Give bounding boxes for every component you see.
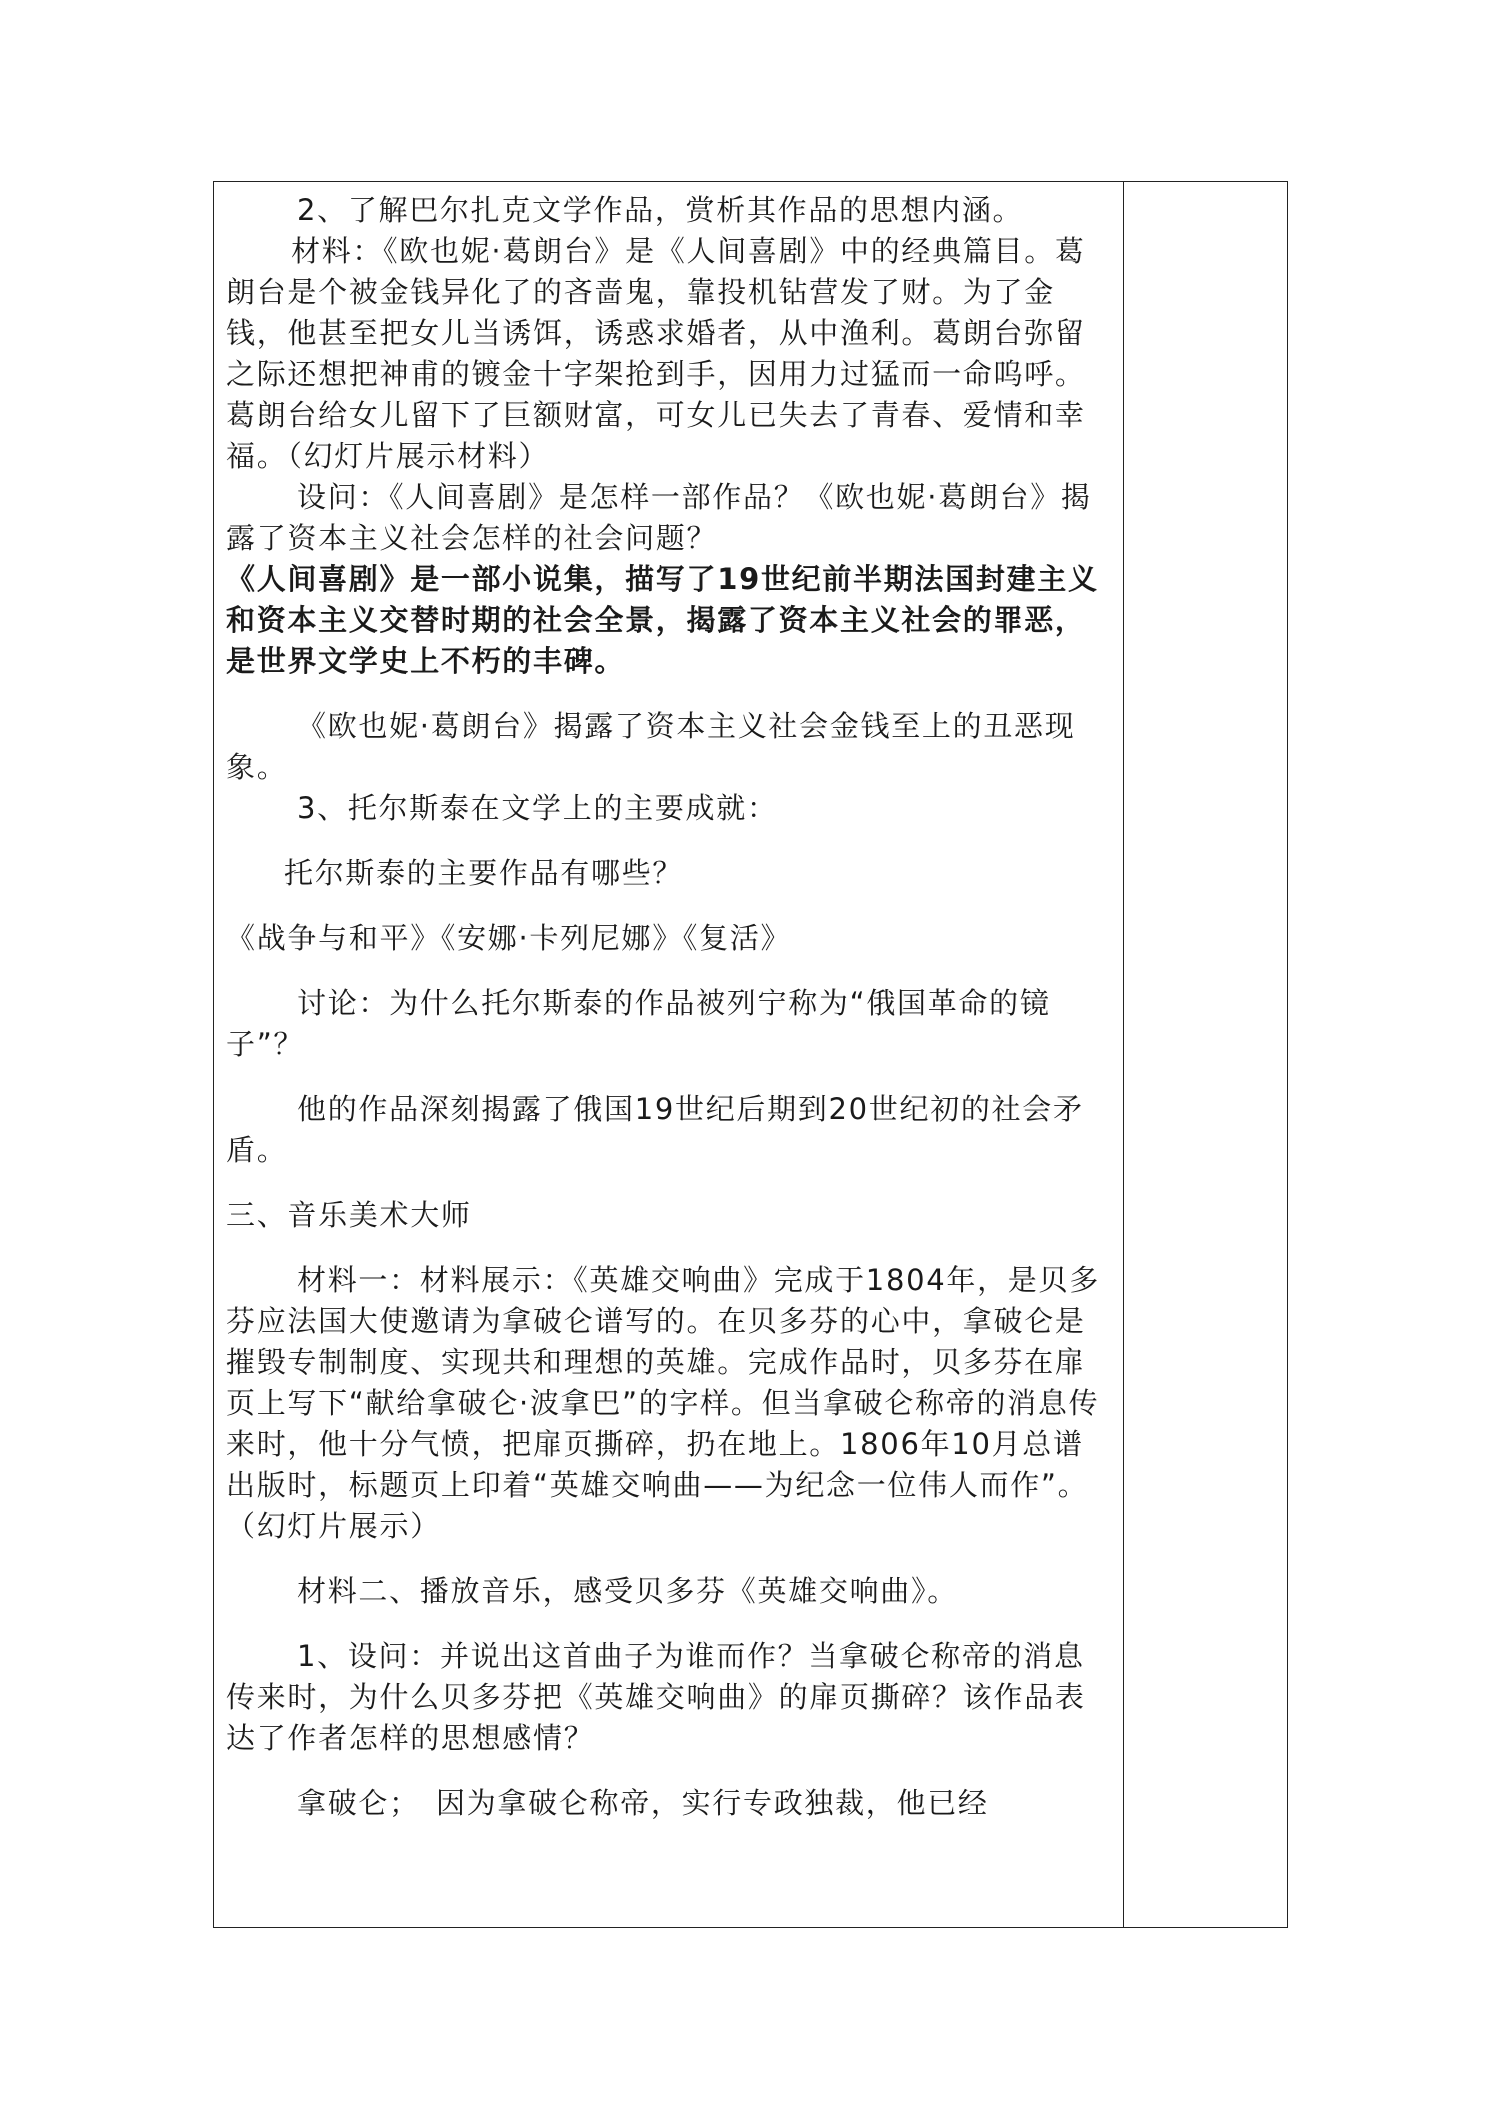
paragraph-material-two: 材料二、播放音乐，感受贝多芬《英雄交响曲》。 xyxy=(297,1574,958,1608)
paragraph-answer-napoleon: 拿破仑； 因为拿破仑称帝，实行专政独裁，他已经 xyxy=(297,1786,989,1820)
content-body xyxy=(214,190,1123,1824)
notes-cell xyxy=(1124,182,1288,1928)
paragraph-question-tolstoy-works: 托尔斯泰的主要作品有哪些？ xyxy=(284,856,684,890)
table-row xyxy=(214,182,1288,1928)
paragraph-balzac-heading: 2、了解巴尔扎克文学作品，赏析其作品的思想内涵。 xyxy=(297,193,1024,227)
section-heading-music-art: 三、音乐美术大师 xyxy=(226,1198,472,1232)
paragraph-answer-mirror: 他的作品深刻揭露了俄国19世纪后期到20世纪初的社会矛盾。 xyxy=(226,1092,1084,1167)
lesson-table xyxy=(213,181,1288,1928)
paragraph-question-symphony: 1、设问：并说出这首曲子为谁而作？当拿破仑称帝的消息传来时，为什么贝多芬把《英雄交响曲》的扉页撕碎？该作品表达了作者怎样的思想感情？ xyxy=(226,1639,1086,1755)
paragraph-tolstoy-heading: 3、托尔斯泰在文学上的主要成就： xyxy=(297,791,778,825)
paragraph-material-one: 材料一：材料展示：《英雄交响曲》完成于1804年，是贝多芬应法国大使邀请为拿破仑谱写的。在贝多芬的心中，拿破仑是摧毁专制制度、实现共和理想的英雄。完成作品时，贝多芬在扉页上写下“献给拿破仑·波拿巴”的字样。但当拿破仑称帝的消息传来时，他十分气愤，把扉页撕碎，扔在地上。1806年10月总谱出版时，标题页上印着“英雄交响曲——为纪念一位伟人而作”。（幻灯片展示） xyxy=(226,1263,1100,1543)
paragraph-discussion: 讨论：为什么托尔斯泰的作品被列宁称为“俄国革命的镜子”？ xyxy=(226,986,1051,1061)
paragraph-grandet-material: 材料：《欧也妮·葛朗台》是《人间喜剧》中的经典篇目。葛朗台是个被金钱异化了的吝啬鬼，靠投机钻营发了财。为了金钱，他甚至把女儿当诱饵，诱惑求婚者，从中渔利。葛朗台弥留之际还想把神甫的镀金十字架抢到手，因用力过猛而一命呜呼。葛朗台给女儿留下了巨额财富，可女儿已失去了青春、爱情和幸福。（幻灯片展示材料） xyxy=(226,234,1086,473)
paragraph-answer-grandet: 《欧也妮·葛朗台》揭露了资本主义社会金钱至上的丑恶现象。 xyxy=(226,709,1076,784)
paragraph-question-comedy: 设问：《人间喜剧》是怎样一部作品？《欧也妮·葛朗台》揭露了资本主义社会怎样的社会问题？ xyxy=(226,480,1092,555)
paragraph-tolstoy-works: 《战争与和平》《安娜·卡列尼娜》《复活》 xyxy=(226,921,792,955)
paragraph-answer-comedy: 《人间喜剧》是一部小说集，描写了19世纪前半期法国封建主义和资本主义交替时期的社会全景，揭露了资本主义社会的罪恶，是世界文学史上不朽的丰碑。 xyxy=(226,562,1099,678)
content-cell xyxy=(214,182,1124,1928)
